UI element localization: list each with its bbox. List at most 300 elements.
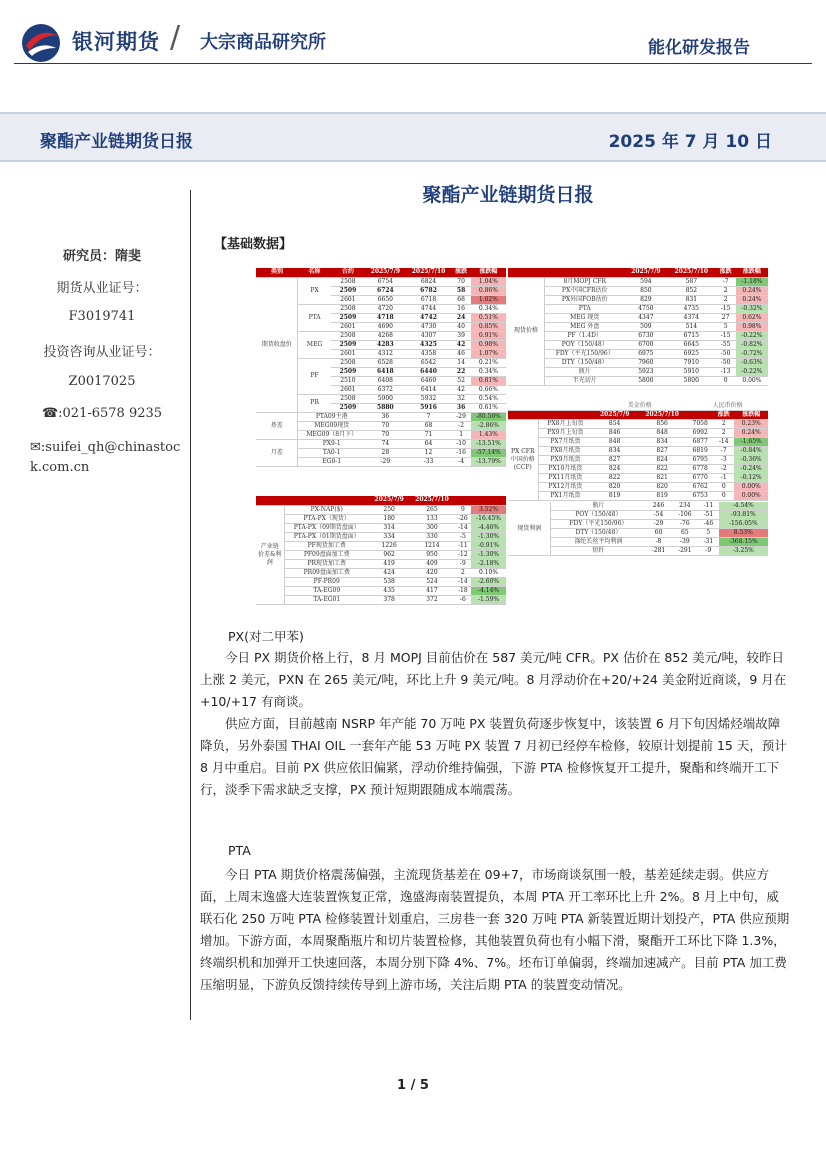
value-cell: 6724 xyxy=(365,286,406,295)
value-cell: 2508 xyxy=(331,394,365,403)
value-cell: 68 xyxy=(451,295,470,304)
item-name-cell: PX中国CFR估价 xyxy=(544,286,624,295)
value-cell: 4358 xyxy=(406,349,452,358)
value-cell: 4268 xyxy=(365,331,406,340)
value-cell: 7960 xyxy=(624,358,667,367)
item-name-cell: EG0-1 xyxy=(298,457,365,466)
value-cell: 820 xyxy=(637,483,687,492)
value-cell: 6819 xyxy=(687,447,713,456)
page-number: 1 / 5 xyxy=(397,1078,429,1093)
table-header-cell xyxy=(687,411,713,420)
spot-profit-table xyxy=(508,502,768,556)
value-cell: 180 xyxy=(369,514,409,523)
table-header-cell xyxy=(326,496,369,505)
table-row xyxy=(256,277,506,286)
value-cell: 827 xyxy=(592,456,637,465)
table-row xyxy=(256,568,506,577)
value-cell: 6877 xyxy=(687,438,713,447)
table-row xyxy=(508,483,768,492)
change-pct-cell: 0.24% xyxy=(736,286,768,295)
section-label: 【基础数据】 xyxy=(214,237,293,252)
value-cell: 435 xyxy=(369,586,409,595)
px-paragraph-1: 今日 PX 期货价格上行，8 月 MOPJ 目前估价在 587 美元/吨 CFR。PX 估价在 852 美元/吨，较昨日上涨 2 美元，PXN 在 265 美元/吨，环比上升 9 美元/吨。8 月浮动价在+20/+24 美金附近商谈，9 月在+10/+17 有商谈。 xyxy=(200,650,787,709)
value-cell: 5932 xyxy=(406,394,452,403)
value-cell: 22 xyxy=(451,367,470,376)
value-cell: 2509 xyxy=(331,403,365,412)
value-cell: -31 xyxy=(698,538,719,547)
change-pct-cell: 1.07% xyxy=(471,349,506,358)
category-cell: PX CFR 中国价格 (CCF) xyxy=(508,420,538,501)
value-cell: 300 xyxy=(409,523,454,532)
value-cell: 14 xyxy=(451,358,470,367)
value-cell: 0 xyxy=(713,483,734,492)
value-cell: 6753 xyxy=(687,492,713,501)
table-row xyxy=(256,541,506,550)
value-cell: 850 xyxy=(624,286,667,295)
item-name-cell: TA0-1 xyxy=(298,448,365,457)
change-pct-cell: 0.00% xyxy=(734,492,768,501)
change-pct-cell: -2.18% xyxy=(471,559,506,568)
value-cell: -11 xyxy=(455,541,471,550)
value-cell: 4690 xyxy=(365,322,406,331)
table-row xyxy=(508,331,768,340)
table-header-cell: 类别 xyxy=(256,268,298,277)
value-cell: 856 xyxy=(637,420,687,429)
change-pct-cell: -4.54% xyxy=(719,502,768,511)
table-row xyxy=(508,456,768,465)
category-cell: 基差 xyxy=(256,412,298,439)
item-name-cell: PX9月上旬货 xyxy=(538,429,592,438)
value-cell: -14 xyxy=(713,438,734,447)
table-row xyxy=(508,438,768,447)
value-cell: -15 xyxy=(715,304,735,313)
value-cell: 65 xyxy=(672,529,698,538)
value-cell: 1214 xyxy=(409,541,454,550)
value-cell: 4307 xyxy=(406,331,452,340)
table-row xyxy=(508,429,768,438)
value-cell: -54 xyxy=(645,511,671,520)
title-band xyxy=(0,112,826,162)
futures-table-wrap xyxy=(256,268,506,467)
value-cell: 27 xyxy=(715,313,735,322)
value-cell: 4720 xyxy=(365,304,406,313)
change-pct-cell: -2.86% xyxy=(471,421,506,430)
table-row xyxy=(508,492,768,501)
value-cell: -14 xyxy=(455,523,471,532)
value-cell: 6925 xyxy=(667,349,715,358)
table-header-cell: 2025/7/10 xyxy=(409,496,454,505)
change-pct-cell: -0.22% xyxy=(736,331,768,340)
change-pct-cell: 0.34% xyxy=(471,304,506,313)
value-cell: 829 xyxy=(624,295,667,304)
change-pct-cell: -1.30% xyxy=(471,550,506,559)
value-cell: 834 xyxy=(637,438,687,447)
table-header-cell xyxy=(508,268,544,277)
category-cell: 现货价格 xyxy=(508,277,544,385)
value-cell: 2509 xyxy=(331,313,365,322)
change-pct-cell: 0.51% xyxy=(471,313,506,322)
value-cell: 4744 xyxy=(406,304,452,313)
px-cfr-table xyxy=(508,402,768,501)
item-name-cell: PX11月纸货 xyxy=(538,474,592,483)
table-row xyxy=(256,532,506,541)
table-row xyxy=(508,304,768,313)
table-header-cell: 2025/7/9 xyxy=(624,268,667,277)
value-cell: 6782 xyxy=(406,286,452,295)
category-cell: 现货利润 xyxy=(508,502,551,556)
change-pct-cell: 0.10% xyxy=(471,568,506,577)
value-cell: 819 xyxy=(637,492,687,501)
value-cell: -106 xyxy=(672,511,698,520)
value-cell: 538 xyxy=(369,577,409,586)
change-pct-cell: -0.63% xyxy=(736,358,768,367)
change-pct-cell: 3.52% xyxy=(471,505,506,514)
value-cell: 6754 xyxy=(365,277,406,286)
item-name-cell: PX外国FOB估价 xyxy=(544,295,624,304)
item-name-cell: PX12月纸货 xyxy=(538,483,592,492)
change-pct-cell: 1.04% xyxy=(471,277,506,286)
value-cell: 6700 xyxy=(624,340,667,349)
table-row xyxy=(508,447,768,456)
change-pct-cell: -16.45% xyxy=(471,514,506,523)
change-pct-cell: 0.91% xyxy=(471,331,506,340)
change-pct-cell: 0.61% xyxy=(471,403,506,412)
value-cell: 16 xyxy=(451,304,470,313)
value-cell: 4742 xyxy=(406,313,452,322)
change-pct-cell: 0.62% xyxy=(736,313,768,322)
value-cell: 6414 xyxy=(406,385,452,394)
table-row xyxy=(256,559,506,568)
value-cell: 2 xyxy=(455,568,471,577)
consult-label: 投资咨询从业证号： xyxy=(43,345,161,360)
table-header-cell xyxy=(538,411,592,420)
report-type: 能化研发报告 xyxy=(648,38,750,58)
value-cell: -29 xyxy=(645,520,671,529)
value-cell: 4312 xyxy=(365,349,406,358)
table-header-cell xyxy=(471,496,506,505)
item-name-cell: PX8月纸货 xyxy=(538,447,592,456)
value-cell: 2 xyxy=(715,286,735,295)
value-cell: 71 xyxy=(406,430,452,439)
change-pct-cell: -93.81% xyxy=(719,511,768,520)
table-row xyxy=(508,313,768,322)
band-title: 聚酯产业链期货日报 xyxy=(40,132,193,152)
value-cell: 4730 xyxy=(406,322,452,331)
value-cell: 46 xyxy=(451,349,470,358)
item-name-cell: PX10月纸货 xyxy=(538,465,592,474)
change-pct-cell: 0.34% xyxy=(471,367,506,376)
value-cell: 2508 xyxy=(331,277,365,286)
change-pct-cell: 0.21% xyxy=(471,358,506,367)
table-header-cell: 合约 xyxy=(331,268,365,277)
table-row xyxy=(508,322,768,331)
value-cell: 68 xyxy=(406,421,452,430)
value-cell: 6440 xyxy=(406,367,452,376)
table-header-cell: 2025/7/10 xyxy=(406,268,452,277)
change-pct-cell: 0.85% xyxy=(471,322,506,331)
value-cell: 587 xyxy=(667,277,715,286)
value-cell: 950 xyxy=(409,550,454,559)
item-name-cell: DTY（150/48） xyxy=(551,529,645,538)
change-pct-cell: 0.23% xyxy=(734,420,768,429)
value-cell: 594 xyxy=(624,277,667,286)
value-cell: 6408 xyxy=(365,376,406,385)
value-cell: 5800 xyxy=(667,376,715,385)
value-cell: 6645 xyxy=(667,340,715,349)
profit-table-wrap xyxy=(508,502,768,556)
value-cell: 7910 xyxy=(667,358,715,367)
value-cell: 314 xyxy=(369,523,409,532)
futures-table xyxy=(256,268,506,467)
value-cell: 2 xyxy=(713,420,734,429)
value-cell: -26 xyxy=(455,514,471,523)
change-pct-cell: 0.81% xyxy=(471,376,506,385)
value-cell: 70 xyxy=(365,421,406,430)
value-cell: 4347 xyxy=(624,313,667,322)
table-header-row xyxy=(508,411,768,420)
item-name-cell: 半光切片 xyxy=(544,376,624,385)
value-cell: 524 xyxy=(409,577,454,586)
table-row xyxy=(508,286,768,295)
category-cell: 期货收盘价 xyxy=(256,277,298,412)
table-row xyxy=(508,349,768,358)
value-cell: 234 xyxy=(672,502,698,511)
item-name-cell: PTA09主港 xyxy=(298,412,365,421)
spread-table-wrap xyxy=(256,496,506,605)
change-pct-cell: -1.18% xyxy=(736,277,768,286)
table-header-cell: 涨跌幅 xyxy=(734,411,768,420)
value-cell: -291 xyxy=(672,547,698,556)
value-cell: -50 xyxy=(715,358,735,367)
value-cell: 6718 xyxy=(406,295,452,304)
value-cell: 820 xyxy=(592,483,637,492)
table-header-cell xyxy=(544,268,624,277)
value-cell: 6528 xyxy=(365,358,406,367)
product-name-cell: PF xyxy=(298,358,331,394)
value-cell: 42 xyxy=(451,340,470,349)
value-cell: 12 xyxy=(406,448,452,457)
value-cell: -6 xyxy=(455,595,471,604)
value-cell: 6778 xyxy=(687,465,713,474)
value-cell: 6730 xyxy=(624,331,667,340)
value-cell: 2508 xyxy=(331,358,365,367)
table-row xyxy=(256,586,506,595)
value-cell: -16 xyxy=(451,448,470,457)
table-header-cell: 2025/7/9 xyxy=(592,411,637,420)
value-cell: -2 xyxy=(451,421,470,430)
value-cell: 74 xyxy=(365,439,406,448)
item-name-cell: PTA-PX（现货） xyxy=(284,514,369,523)
change-pct-cell: -13.51% xyxy=(471,439,506,448)
table-cell xyxy=(508,402,538,411)
change-pct-cell: 0.66% xyxy=(471,385,506,394)
item-name-cell: PX9月纸货 xyxy=(538,456,592,465)
change-pct-cell: -1.59% xyxy=(471,595,506,604)
table-header-cell: 2025/7/9 xyxy=(365,268,406,277)
value-cell: -5 xyxy=(455,532,471,541)
value-cell: 5880 xyxy=(365,403,406,412)
value-cell: 2508 xyxy=(331,331,365,340)
value-cell: 4750 xyxy=(624,304,667,313)
value-cell: -9 xyxy=(698,547,719,556)
table-row xyxy=(508,367,768,376)
value-cell: 848 xyxy=(592,438,637,447)
change-pct-cell: -0.72% xyxy=(736,349,768,358)
table-row xyxy=(256,595,506,604)
change-pct-cell: -13.79% xyxy=(471,457,506,466)
value-cell: 5910 xyxy=(667,367,715,376)
price-unit-row xyxy=(508,402,768,411)
table-header-cell: 名称 xyxy=(298,268,331,277)
phone-number: ☎:021-6578 9235 xyxy=(41,406,163,421)
value-cell: 5916 xyxy=(406,403,452,412)
table-row xyxy=(508,502,768,511)
change-pct-cell: -0.24% xyxy=(734,465,768,474)
item-name-cell: MEG 现货 xyxy=(544,313,624,322)
value-cell: -29 xyxy=(451,412,470,421)
value-cell: -14 xyxy=(455,577,471,586)
value-cell: 6542 xyxy=(406,358,452,367)
value-cell: 36 xyxy=(451,403,470,412)
value-cell: 5923 xyxy=(624,367,667,376)
value-cell: 378 xyxy=(369,595,409,604)
value-cell: -7 xyxy=(715,277,735,286)
value-cell: -29 xyxy=(365,457,406,466)
table-header-cell: 涨跌 xyxy=(715,268,735,277)
item-name-cell: PX-NAP($) xyxy=(284,505,369,514)
value-cell: 424 xyxy=(369,568,409,577)
item-name-cell: POY（150/48） xyxy=(551,511,645,520)
value-cell: 4735 xyxy=(667,304,715,313)
value-cell: 1 xyxy=(451,430,470,439)
value-cell: 2508 xyxy=(331,304,365,313)
table-header-cell xyxy=(508,411,538,420)
value-cell: 9 xyxy=(455,505,471,514)
table-row xyxy=(508,358,768,367)
value-cell: 2 xyxy=(715,295,735,304)
change-pct-cell: 0.54% xyxy=(471,394,506,403)
value-cell: -51 xyxy=(698,511,719,520)
change-pct-cell: 0.00% xyxy=(736,376,768,385)
value-cell: -8 xyxy=(645,538,671,547)
table-header-row xyxy=(256,268,506,277)
change-pct-cell: -0.84% xyxy=(734,447,768,456)
change-pct-cell: 0.24% xyxy=(734,429,768,438)
change-pct-cell: 0.86% xyxy=(471,286,506,295)
value-cell: 822 xyxy=(637,465,687,474)
item-name-cell: PF09盘面加工费 xyxy=(284,550,369,559)
value-cell: 64 xyxy=(406,439,452,448)
table-row xyxy=(256,523,506,532)
value-cell: 5 xyxy=(698,529,719,538)
value-cell: 846 xyxy=(592,429,637,438)
value-cell: 821 xyxy=(637,474,687,483)
table-header-cell xyxy=(455,496,471,505)
table-cell xyxy=(538,402,592,411)
item-name-cell: 瓶片 xyxy=(544,367,624,376)
value-cell: 2509 xyxy=(331,367,365,376)
table-header-cell: 涨跌幅 xyxy=(736,268,768,277)
table-header-cell: 涨跌 xyxy=(451,268,470,277)
change-pct-cell: 8.53% xyxy=(719,529,768,538)
value-cell: 834 xyxy=(592,447,637,456)
change-pct-cell: -0.12% xyxy=(734,474,768,483)
researcher-name: 研究员：隋斐 xyxy=(62,249,141,264)
item-name-cell: PTA-PX（01期货盘面） xyxy=(284,532,369,541)
value-cell: 133 xyxy=(409,514,454,523)
value-cell: 265 xyxy=(409,505,454,514)
value-cell: 7058 xyxy=(687,420,713,429)
value-cell: 4718 xyxy=(365,313,406,322)
value-cell: 60 xyxy=(645,529,671,538)
change-pct-cell: 0.24% xyxy=(736,295,768,304)
value-cell: 42 xyxy=(451,385,470,394)
value-cell: 6650 xyxy=(365,295,406,304)
item-name-cell: FDY（平光150/96） xyxy=(544,349,624,358)
change-pct-cell: -1.65% xyxy=(734,438,768,447)
table-row xyxy=(256,505,506,514)
value-cell: 6795 xyxy=(687,456,713,465)
value-cell: 36 xyxy=(365,412,406,421)
table-row xyxy=(508,376,768,385)
value-cell: -11 xyxy=(698,502,719,511)
table-row xyxy=(508,420,768,429)
product-name-cell: PR xyxy=(298,394,331,412)
item-name-cell: PX9-1 xyxy=(298,439,365,448)
institute-name: 大宗商品研究所 xyxy=(200,32,326,53)
value-cell: -10 xyxy=(451,439,470,448)
value-cell: 40 xyxy=(451,322,470,331)
value-cell: 70 xyxy=(451,277,470,286)
value-cell: 6460 xyxy=(406,376,452,385)
value-cell: 6372 xyxy=(365,385,406,394)
change-pct-cell: -156.05% xyxy=(719,520,768,529)
change-pct-cell: -0.82% xyxy=(736,340,768,349)
change-pct-cell: -57.14% xyxy=(471,448,506,457)
value-cell: 6975 xyxy=(624,349,667,358)
brand-name: 银河期货 xyxy=(72,30,160,54)
value-cell: -50 xyxy=(715,349,735,358)
item-name-cell: PX7月纸货 xyxy=(538,438,592,447)
item-name-cell: 短纤 xyxy=(551,547,645,556)
category-cell: 月差 xyxy=(256,439,298,466)
item-name-cell: PTA xyxy=(544,304,624,313)
change-pct-cell: -1.30% xyxy=(471,532,506,541)
value-cell: -55 xyxy=(715,340,735,349)
value-cell: 6992 xyxy=(687,429,713,438)
item-name-cell: PR09盘面加工费 xyxy=(284,568,369,577)
value-cell: 2510 xyxy=(331,376,365,385)
table-header-cell: 2025/7/9 xyxy=(369,496,409,505)
value-cell: 4283 xyxy=(365,340,406,349)
change-pct-cell: 1.02% xyxy=(471,295,506,304)
item-name-cell: 8月MOPJ CFR xyxy=(544,277,624,286)
table-row xyxy=(508,295,768,304)
table-header-cell: 涨跌幅 xyxy=(471,268,506,277)
change-pct-cell: 0.98% xyxy=(471,340,506,349)
item-name-cell: MEG 外盘 xyxy=(544,322,624,331)
value-cell: 2601 xyxy=(331,349,365,358)
value-cell: -7 xyxy=(713,447,734,456)
px-paragraph-2: 供应方面，目前越南 NSRP 年产能 70 万吨 PX 装置负荷逐步恢复中，该装置 6 月下旬因烯烃端故障降负，另外泰国 THAI OIL 一套年产能 53 万吨 PX 装置 7 月初已经停车检修，较原计划提前 15 天，预计 8 月中重启。目前 PX 供应依旧偏紧，浮动价维持偏强，下游 PTA 检修恢复开工提升，聚酯和终端开工下行，淡季下需求缺乏支撑，PX 预计短期跟随成本端震荡。 xyxy=(200,716,787,797)
value-cell: 52 xyxy=(451,376,470,385)
product-name-cell: MEG xyxy=(298,331,331,358)
change-pct-cell: 1.43% xyxy=(471,430,506,439)
px-cfr-table-wrap xyxy=(508,402,768,501)
value-cell: -18 xyxy=(455,586,471,595)
item-name-cell: POY（150/48） xyxy=(544,340,624,349)
product-name-cell: PTA xyxy=(298,304,331,331)
